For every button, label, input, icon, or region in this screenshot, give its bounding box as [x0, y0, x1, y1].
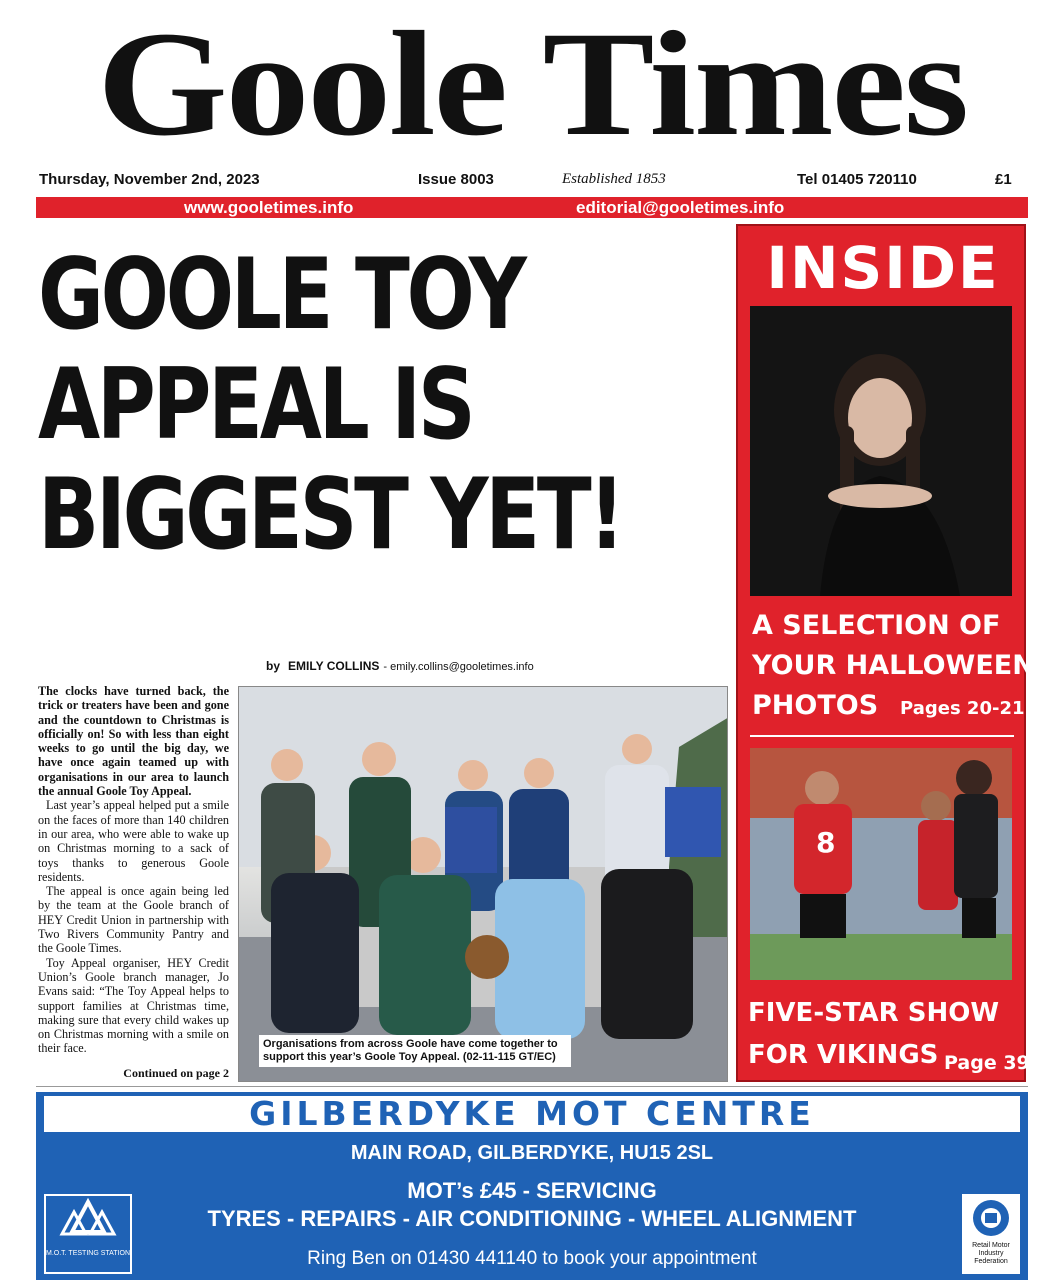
football-photo-illustration	[750, 748, 1012, 980]
issue-number: Issue 8003	[418, 171, 494, 188]
byline-author: EMILY COLLINS	[288, 659, 380, 673]
shirt-number: 8	[816, 826, 836, 859]
established-date: Established 1853	[562, 171, 666, 187]
byline	[262, 659, 534, 673]
ad-services-2: TYRES - REPAIRS - AIR CONDITIONING - WHEEL ALIGNMENT	[207, 1206, 857, 1231]
link-bar	[36, 197, 1028, 218]
article-paragraph: The appeal is once again being led by the team at the Goole branch of HEY Credit Union in partnership with Two Rivers Community Pantry and the Goole Times.	[38, 884, 229, 956]
inside-title: INSIDE	[766, 234, 1000, 302]
article-paragraph: Toy Appeal organiser, HEY Credit Union’s Goole branch manager, Jo Evans said: “The Toy Appeal helps to support families at Christmas time, making sure that every child wakes up on Christmas morning with a smile on their face.	[38, 955, 229, 1056]
rmi-badge-icon	[962, 1194, 1020, 1240]
ad-services-1: MOT’s £45 - SERVICING	[407, 1178, 657, 1203]
football-photo[interactable]	[750, 748, 1012, 980]
mot-logo	[44, 1194, 132, 1274]
panel-divider	[750, 735, 1014, 737]
article-lead: The clocks have turned back, the trick or treaters have been and gone and the countdown to Christmas is officially on! So with less than eight weeks to go until the big day, we have once again teamed up with organisations in our area to launch the annual Goole Toy Appeal.	[38, 684, 229, 799]
telephone: Tel 01405 720110	[797, 171, 917, 188]
mot-logo-text: M.O.T. TESTING STATION	[46, 1250, 131, 1257]
page-rule	[36, 1086, 1028, 1087]
masthead-title: Goole Times	[97, 1, 967, 167]
byline-prefix: by	[266, 659, 281, 673]
ad-title: GILBERDYKE MOT CENTRE	[44, 1096, 1020, 1132]
photo-caption: Organisations from across Goole have come together to support this year’s Goole Toy Appeal. (02-11-115 GT/EC)	[259, 1035, 571, 1067]
article-paragraph: Last year’s appeal helped put a smile on the faces of more than 140 children in our area, who were able to wake up on Christmas morning to a sack of toys thanks to generous Goole residents.	[38, 798, 229, 884]
headline-line-1: GOOLE TOY	[38, 238, 524, 352]
story1-pages: Pages 20-21	[900, 698, 1025, 719]
price: £1	[995, 171, 1012, 188]
story2-line: FOR VIKINGS	[748, 1040, 939, 1070]
story2-page: Page 39	[944, 1052, 1030, 1074]
byline-email[interactable]: - emily.collins@gooletimes.info	[383, 661, 534, 673]
website-link[interactable]: www.gooletimes.info	[184, 198, 354, 217]
headline-line-2: APPEAL IS	[38, 348, 473, 462]
main-headline	[38, 238, 622, 572]
continued-link[interactable]: Continued on page 2	[123, 1066, 229, 1080]
halloween-photo[interactable]	[750, 306, 1012, 596]
info-bar	[0, 171, 1064, 191]
mot-triangle-icon	[46, 1196, 130, 1246]
email-link[interactable]: editorial@gooletimes.info	[576, 198, 785, 217]
halloween-photo-illustration	[750, 306, 1012, 596]
story1-line: A SELECTION OF	[752, 610, 1001, 641]
story2-line: FIVE-STAR SHOW	[748, 998, 1000, 1028]
group-photo-illustration	[239, 687, 728, 1082]
advert-gilberdyke-mot[interactable]	[36, 1092, 1028, 1280]
lead-photo	[238, 686, 728, 1082]
inside-panel	[736, 224, 1035, 1082]
story1-line: YOUR HALLOWEEN	[752, 650, 1035, 681]
story1-line: PHOTOS	[752, 690, 879, 721]
rmi-logo	[962, 1194, 1020, 1274]
rmi-logo-text: Retail Motor Industry Federation	[972, 1242, 1010, 1265]
headline-line-3: BIGGEST YET!	[38, 458, 622, 572]
ad-address: MAIN ROAD, GILBERDYKE, HU15 2SL	[350, 1142, 714, 1164]
article-body	[38, 684, 229, 1056]
ad-contact: Ring Ben on 01430 441140 to book your appointment	[307, 1248, 757, 1269]
issue-date: Thursday, November 2nd, 2023	[39, 171, 260, 188]
